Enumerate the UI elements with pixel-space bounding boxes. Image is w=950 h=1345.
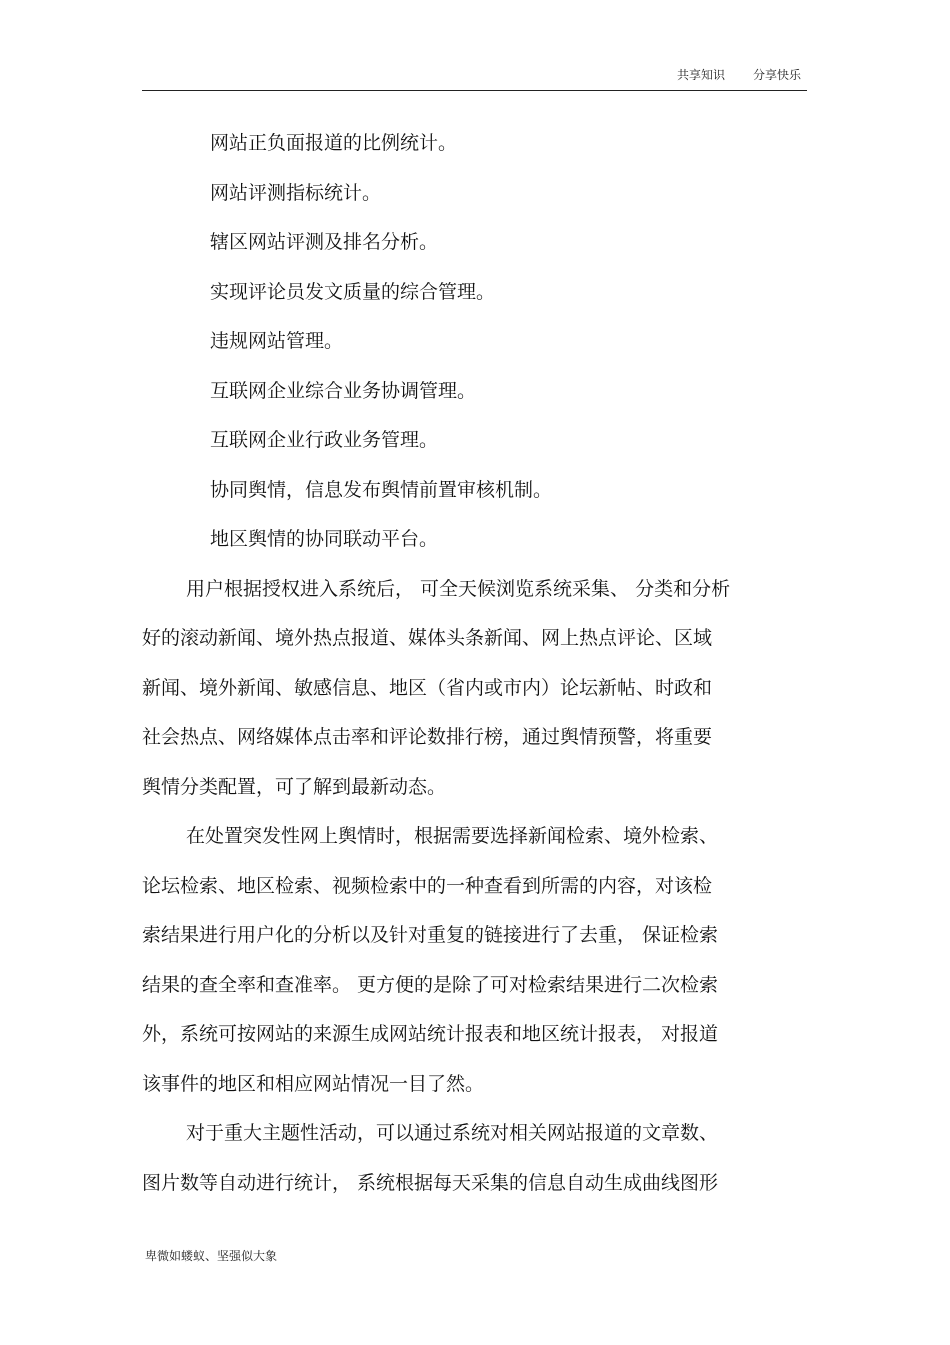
paragraph-line: 好的滚动新闻、境外热点报道、媒体头条新闻、网上热点评论、区域 xyxy=(142,627,713,649)
page-header xyxy=(142,66,807,91)
paragraph-line: 论坛检索、地区检索、视频检索中的一种查看到所需的内容，对该检 xyxy=(142,874,713,897)
paragraph-line: 对于重大主题性活动，可以通过系统对相关网站报道的文章数、 xyxy=(186,1122,719,1144)
page-footer: 卑微如蝼蚁、坚强似大象 xyxy=(145,1249,278,1263)
paragraph-line: 外，系统可按网站的来源生成网站统计报表和地区统计报表， 对报道 xyxy=(142,1023,719,1045)
list-item: 网站正负面报道的比例统计。 xyxy=(210,132,458,154)
document-body xyxy=(142,119,807,1208)
paragraph-line: 用户根据授权进入系统后， 可全天候浏览系统采集、 分类和分析 xyxy=(186,577,731,600)
paragraph-line: 新闻、境外新闻、敏感信息、地区（省内或市内）论坛新帖、时政和 xyxy=(142,676,713,699)
paragraph-3 xyxy=(142,1109,807,1208)
paragraph-1 xyxy=(142,565,807,813)
paragraph-line: 索结果进行用户化的分析以及针对重复的链接进行了去重， 保证检索 xyxy=(142,924,719,946)
paragraph-line: 在处置突发性网上舆情时，根据需要选择新闻检索、境外检索、 xyxy=(186,825,719,847)
paragraph-line: 该事件的地区和相应网站情况一目了然。 xyxy=(142,1072,485,1095)
header-right-text: 分享快乐 xyxy=(752,68,801,82)
list-item: 互联网企业行政业务管理。 xyxy=(210,429,439,451)
paragraph-line: 图片数等自动进行统计， 系统根据每天采集的信息自动生成曲线图形 xyxy=(142,1171,719,1194)
list-item: 协同舆情，信息发布舆情前置审核机制。 xyxy=(210,478,553,501)
list-item: 违规网站管理。 xyxy=(210,330,344,352)
list-item: 网站评测指标统计。 xyxy=(210,181,382,204)
list-item: 实现评论员发文质量的综合管理。 xyxy=(210,280,496,303)
list-item: 辖区网站评测及排名分析。 xyxy=(210,231,439,253)
paragraph-line: 结果的查全率和查准率。 更方便的是除了可对检索结果进行二次检索 xyxy=(142,973,719,996)
header-text xyxy=(677,66,801,84)
list-item: 地区舆情的协同联动平台。 xyxy=(210,528,439,550)
paragraph-2 xyxy=(142,812,807,1109)
paragraph-line: 舆情分类配置，可了解到最新动态。 xyxy=(142,775,447,798)
paragraph-line: 社会热点、网络媒体点击率和评论数排行榜，通过舆情预警，将重要 xyxy=(142,726,713,748)
list-item: 互联网企业综合业务协调管理。 xyxy=(210,379,477,402)
header-left-text: 共享知识 xyxy=(676,68,725,82)
